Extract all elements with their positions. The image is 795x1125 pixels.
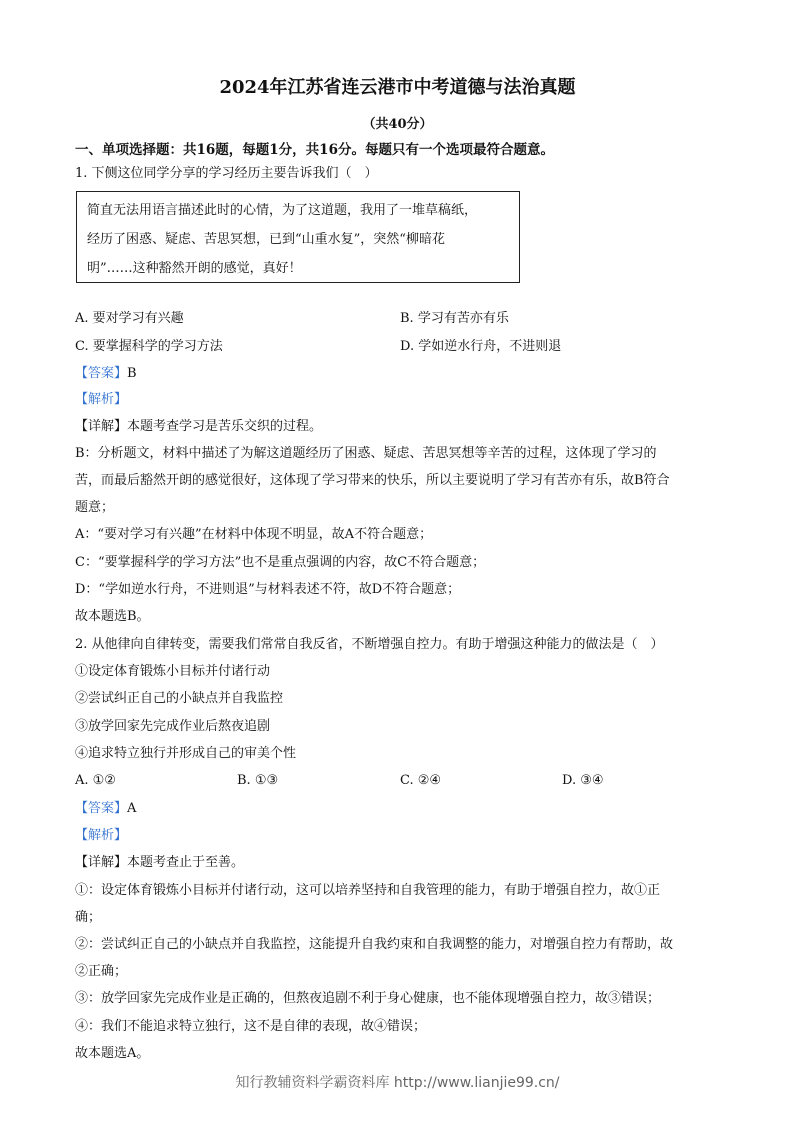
q2-option-d: D. ③④ (562, 773, 604, 788)
page-subtitle: （共40分） (362, 117, 433, 132)
q1-detail (75, 418, 322, 436)
q2-explanation-line: ②：尝试纠正自己的小缺点并自我监控，这能提升自我约束和自我调整的能力，对增强自控力有帮助，故 (75, 937, 674, 952)
q2-option-b: B. ①③ (237, 773, 279, 788)
answer-tag: 【答案】 (75, 366, 128, 381)
q2-answer (75, 800, 136, 818)
q2-explanation-line: 故本题选A。 (75, 1046, 150, 1061)
q2-explanation-line: ③：放学回家先完成作业是正确的，但熬夜追剧不利于身心健康，也不能体现增强自控力，故③错误； (75, 991, 661, 1006)
q2-analysis-tag: 【解析】 (75, 828, 128, 843)
q2-detail (75, 854, 244, 872)
q1-explanation-line: 故本题选B。 (75, 609, 150, 624)
q1-explanation-line: D：“学如逆水行舟，不进则退”与材料表述不符，故D不符合题意； (75, 582, 461, 597)
q1-explanation-line: 题意； (75, 500, 115, 515)
detail-intro: 本题考查学习是苦乐交织的过程。 (127, 419, 323, 434)
page-title: 2024年江苏省连云港市中考道德与法治真题 (219, 77, 576, 98)
q1-material-line: 明”……这种豁然开朗的感觉，真好！ (87, 261, 302, 276)
q1-explanation-line: B：分析题文，材料中描述了为解这道题经历了困惑、疑虑、苦思冥想等辛苦的过程，这体现了学习的 (75, 446, 657, 461)
q2-explanation-line: ①：设定体育锻炼小目标并付诸行动，这可以培养坚持和自我管理的能力，有助于增强自控力，故①正 (75, 883, 661, 898)
q1-option-b: B. 学习有苦亦有乐 (400, 311, 509, 326)
footer-watermark: 知行教辅资料学霸资料库 http://www.lianjie99.cn/ (235, 1075, 560, 1091)
q1-explanation-line: 苦，而最后豁然开朗的感觉很好，这体现了学习带来的快乐，所以主要说明了学习有苦亦有乐，故B符合 (75, 473, 670, 488)
q1-material-line: 经历了困惑、疑虑、苦思冥想，已到“山重水复”，突然“柳暗花 (87, 232, 445, 247)
answer-value: B (127, 366, 137, 381)
q2-explanation-line: ②正确； (75, 964, 128, 979)
section-heading: 一、单项选择题：共16题，每题1分，共16分。每题只有一个选项最符合题意。 (75, 142, 554, 158)
q1-analysis-tag: 【解析】 (75, 392, 128, 407)
q2-explanation-line: 确； (75, 910, 102, 925)
q2-explanation-line: ④：我们不能追求特立独行，这不是自律的表现，故④错误； (75, 1019, 427, 1034)
q2-stem: 2. 从他律向自律转变，需要我们常常自我反省，不断增强自控力。有助于增强这种能力的做法是（ ） (75, 637, 664, 652)
q2-item: ①设定体育锻炼小目标并付诸行动 (75, 664, 271, 679)
q2-item: ③放学回家先完成作业后熬夜追剧 (75, 719, 271, 734)
answer-value: A (127, 801, 137, 816)
detail-tag: 【详解】 (75, 855, 128, 870)
detail-intro: 本题考查止于至善。 (127, 855, 245, 870)
q1-answer (75, 365, 137, 383)
q1-option-d: D. 学如逆水行舟，不进则退 (400, 339, 562, 354)
q1-explanation-line: C：“要掌握科学的学习方法”也不是重点强调的内容，故C不符合题意； (75, 555, 486, 570)
answer-tag: 【答案】 (75, 801, 128, 816)
q1-explanation-line: A：“要对学习有兴趣”在材料中体现不明显，故A不符合题意； (75, 527, 433, 542)
q1-stem: 1. 下侧这位同学分享的学习经历主要告诉我们（ ） (75, 166, 378, 181)
q2-item: ②尝试纠正自己的小缺点并自我监控 (75, 691, 284, 706)
q1-material-box (76, 191, 520, 283)
q2-item: ④追求特立独行并形成自己的审美个性 (75, 746, 297, 761)
detail-tag: 【详解】 (75, 419, 128, 434)
q1-material-line: 简直无法用语言描述此时的心情，为了这道题，我用了一堆草稿纸， (87, 203, 478, 218)
q2-option-c: C. ②④ (400, 773, 442, 788)
q1-option-c: C. 要掌握科学的学习方法 (75, 339, 223, 354)
q2-option-a: A. ①② (75, 773, 116, 788)
q1-option-a: A. 要对学习有兴趣 (75, 311, 184, 326)
